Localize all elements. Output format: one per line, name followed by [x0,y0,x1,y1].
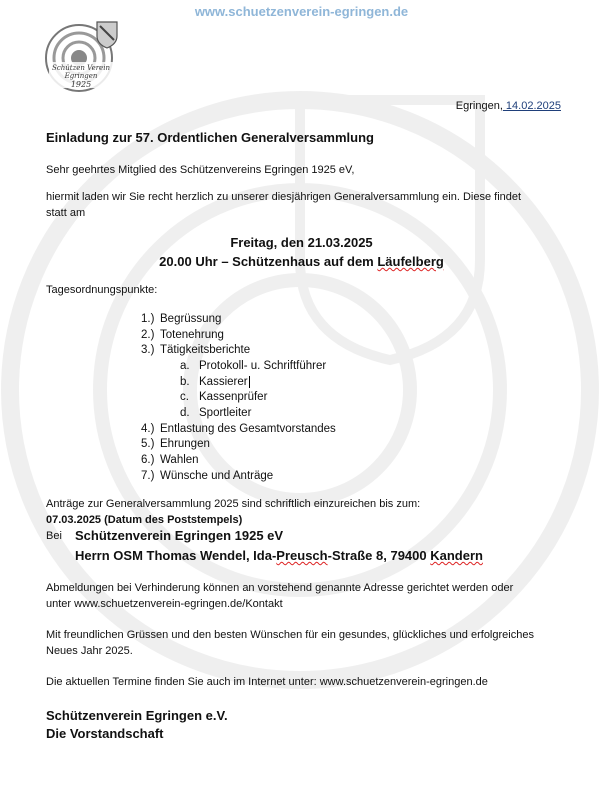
agenda-item: 7.) Wünsche und Anträge [141,470,274,482]
address-city: Kandern [430,548,483,563]
watermark-seal-icon [0,60,603,720]
agenda-item: 5.) Ehrungen [141,438,210,450]
event-location: Läufelberg [377,254,444,269]
greeting-line-1: Mit freundlichen Grüssen und den besten Wünschen für ein gesundes, glückliches und erfolgreiches [46,629,534,641]
greeting-line-2: Neues Jahr 2025. [46,645,133,657]
agenda-item: 1.) Begrüssung [141,313,222,325]
address-street: Preusch [276,548,328,563]
cancel-line-2: unter www.schuetzenverein-egringen.de/Kontakt [46,598,283,610]
agenda-item: 2.) Totenehrung [141,329,224,341]
signature-org: Schützenverein Egringen e.V. [46,708,228,723]
date-place: Egringen, [455,100,503,112]
proposals-address: Herrn OSM Thomas Wendel, Ida-Preusch-Straße 8, 79400 Kandern [75,548,483,563]
agenda-subitem: b. Kassierer [180,376,248,388]
intro-line-1: hiermit laden wir Sie recht herzlich zu unserer diesjährigen Generalversammlung ein. Diese findet [46,191,522,203]
event-date: Freitag, den 21.03.2025 [230,235,373,250]
agenda-subitem: c. Kassenprüfer [180,391,268,403]
logo-text-2: Egringen [64,72,98,80]
club-logo-icon [45,18,120,98]
agenda-item: 3.) Tätigkeitsberichte [141,344,251,356]
agenda-subitem: a. Protokoll- u. Schriftführer [180,360,327,372]
page-title: Einladung zur 57. Ordentlichen Generalversammlung [46,130,374,145]
event-time-prefix: 20.00 Uhr – Schützenhaus auf dem [159,254,378,269]
date-value: 14.02.2025 [502,100,561,112]
date-line [456,100,561,112]
cancel-line-1: Abmeldungen bei Verhinderung können an vorstehend genannte Adresse gerichtet werden oder [46,582,514,594]
proposals-deadline: 07.03.2025 (Datum des Poststempels) [46,514,243,526]
event-time-place [0,254,603,269]
salutation: Sehr geehrtes Mitglied des Schützenvereins Egringen 1925 eV, [46,164,355,176]
logo-text-1: Schützen Verein [52,64,110,72]
agenda-subitem: d. Sportleiter [180,407,252,419]
agenda-label: Tagesordnungspunkte: [46,284,158,296]
logo-text-3: 1925 [70,80,92,89]
proposals-bei: Bei [46,530,62,542]
events-note: Die aktuellen Termine finden Sie auch im Internet unter: www.schuetzenverein-egringen.de [46,676,488,688]
proposals-org: Schützenverein Egringen 1925 eV [75,528,284,543]
agenda-item: 6.) Wahlen [141,454,199,466]
header-website: www.schuetzenverein-egringen.de [194,4,409,19]
agenda-item: 4.) Entlastung des Gesamtvorstandes [141,423,336,435]
proposals-line: Anträge zur Generalversammlung 2025 sind schriftlich einzureichen bis zum: [46,498,421,510]
signature-board: Die Vorstandschaft [46,726,164,741]
intro-line-2: statt am [46,207,86,219]
